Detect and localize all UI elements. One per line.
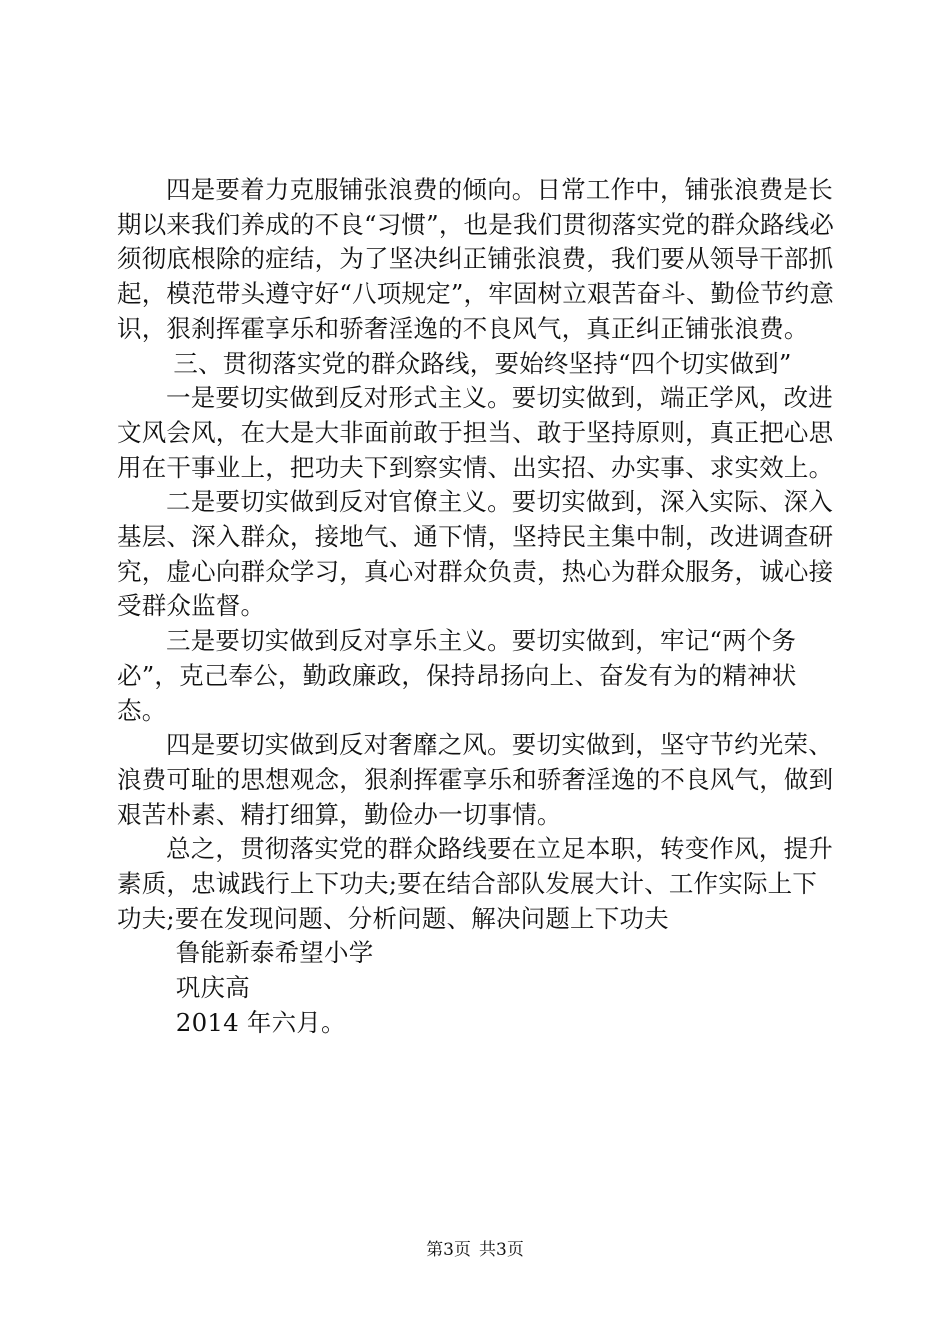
paragraph-formalism: 一是要切实做到反对形式主义。要切实做到，端正学风，改进文风会风，在大是大非面前敢于担当、敢于坚持原则，真正把心思用在干事业上，把功夫下到察实情、出实招、办实事、求实效上。 bbox=[117, 383, 834, 482]
paragraph-bureaucratism: 二是要切实做到反对官僚主义。要切实做到，深入实际、深入基层、深入群众，接地气、通下情，坚持民主集中制，改进调查研究，虚心向群众学习，真心对群众负责，热心为群众服务，诚心接受群众监督。 bbox=[117, 487, 834, 621]
paragraph-hedonism: 三是要切实做到反对享乐主义。要切实做到，牢记“两个务必”，克己奉公，勤政廉政，保持昂扬向上、奋发有为的精神状态。 bbox=[117, 626, 797, 725]
signature-date: 2014 年六月。 bbox=[175, 1007, 346, 1037]
signature-author: 巩庆高 bbox=[175, 973, 250, 1003]
section-heading-3: 三、贯彻落实党的群众路线，要始终坚持“四个切实做到” bbox=[173, 348, 792, 378]
paragraph-extravagance-style: 四是要切实做到反对奢靡之风。要切实做到，坚守节约光荣、浪费可耻的思想观念，狠刹挥霍享乐和骄奢淫逸的不良风气，做到艰苦朴素、精打细算，勤俭办一切事情。 bbox=[117, 730, 834, 829]
page-number-current: 第3页 bbox=[426, 1240, 471, 1260]
signature-organization: 鲁能新泰希望小学 bbox=[175, 938, 374, 968]
page-number-total: 共3页 bbox=[479, 1240, 524, 1260]
paragraph-conclusion: 总之，贯彻落实党的群众路线要在立足本职，转变作风，提升素质，忠诚践行上下功夫;要在结合部队发展大计、工作实际上下功夫;要在发现问题、分析问题、解决问题上下功夫 bbox=[117, 834, 833, 933]
page-footer bbox=[0, 1238, 950, 1262]
document-body bbox=[117, 173, 837, 1041]
paragraph-extravagance: 四是要着力克服铺张浪费的倾向。日常工作中，铺张浪费是长期以来我们养成的不良“习惯”，也是我们贯彻落实党的群众路线必须彻底根除的症结，为了坚决纠正铺张浪费，我们要从领导干部抓起，模范带头遵守好“八项规定”，牢固树立艰苦奋斗、勤俭节约意识，狠刹挥霍享乐和骄奢淫逸的不良风气，真正纠正铺张浪费。 bbox=[117, 175, 835, 343]
